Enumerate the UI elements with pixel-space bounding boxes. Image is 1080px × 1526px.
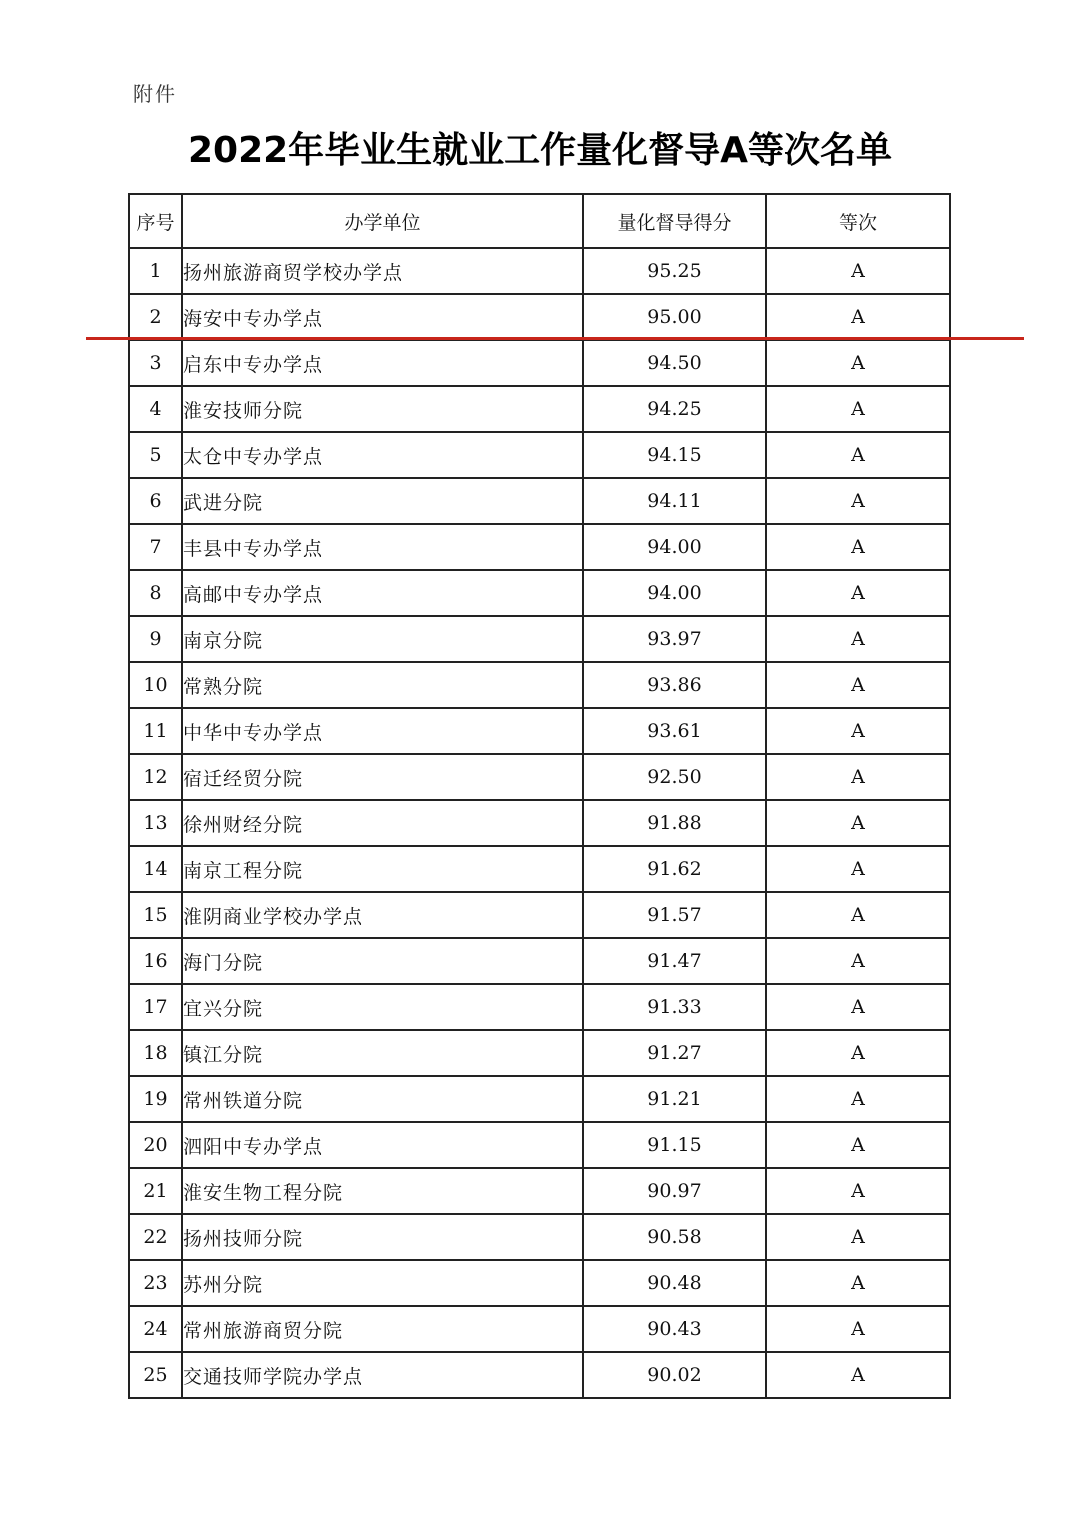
row-number: 10 (129, 662, 182, 708)
row-score: 91.33 (583, 984, 766, 1030)
row-unit: 武进分院 (182, 478, 583, 524)
row-score: 94.11 (583, 478, 766, 524)
row-score: 91.88 (583, 800, 766, 846)
row-score: 93.61 (583, 708, 766, 754)
row-grade: A (766, 800, 950, 846)
row-number: 8 (129, 570, 182, 616)
row-score: 94.15 (583, 432, 766, 478)
row-grade: A (766, 1076, 950, 1122)
row-unit: 中华中专办学点 (182, 708, 583, 754)
header-no: 序号 (129, 194, 182, 248)
row-unit: 宜兴分院 (182, 984, 583, 1030)
row-grade: A (766, 294, 950, 340)
table-row (129, 1122, 950, 1168)
row-grade: A (766, 1260, 950, 1306)
row-score: 93.86 (583, 662, 766, 708)
row-score: 90.48 (583, 1260, 766, 1306)
table-row (129, 708, 950, 754)
table-row (129, 800, 950, 846)
row-unit: 常州铁道分院 (182, 1076, 583, 1122)
ranking-table (128, 193, 951, 1399)
document-title: 2022年毕业生就业工作量化督导A等次名单 (187, 130, 893, 171)
table-row (129, 1030, 950, 1076)
row-number: 19 (129, 1076, 182, 1122)
row-number: 3 (129, 340, 182, 386)
row-grade: A (766, 570, 950, 616)
row-grade: A (766, 524, 950, 570)
row-number: 7 (129, 524, 182, 570)
row-score: 91.21 (583, 1076, 766, 1122)
table-row (129, 478, 950, 524)
row-unit: 苏州分院 (182, 1260, 583, 1306)
row-score: 91.47 (583, 938, 766, 984)
row-unit: 启东中专办学点 (182, 340, 583, 386)
table-row (129, 846, 950, 892)
table-row (129, 524, 950, 570)
row-score: 91.62 (583, 846, 766, 892)
header-score: 量化督导得分 (583, 194, 766, 248)
row-unit: 南京分院 (182, 616, 583, 662)
row-grade: A (766, 1030, 950, 1076)
row-unit: 宿迁经贸分院 (182, 754, 583, 800)
row-grade: A (766, 616, 950, 662)
table-row (129, 892, 950, 938)
row-number: 1 (129, 248, 182, 294)
row-grade: A (766, 846, 950, 892)
row-grade: A (766, 248, 950, 294)
table-row (129, 754, 950, 800)
row-unit: 徐州财经分院 (182, 800, 583, 846)
row-unit: 海安中专办学点 (182, 294, 583, 340)
row-number: 20 (129, 1122, 182, 1168)
row-unit: 扬州旅游商贸学校办学点 (182, 248, 583, 294)
row-unit: 泗阳中专办学点 (182, 1122, 583, 1168)
row-unit: 镇江分院 (182, 1030, 583, 1076)
row-score: 92.50 (583, 754, 766, 800)
table-row (129, 432, 950, 478)
row-grade: A (766, 892, 950, 938)
row-grade: A (766, 938, 950, 984)
header-grade: 等次 (766, 194, 950, 248)
row-grade: A (766, 662, 950, 708)
row-grade: A (766, 1306, 950, 1352)
row-number: 11 (129, 708, 182, 754)
row-number: 9 (129, 616, 182, 662)
row-score: 94.00 (583, 524, 766, 570)
row-score: 95.00 (583, 294, 766, 340)
row-number: 4 (129, 386, 182, 432)
row-number: 17 (129, 984, 182, 1030)
row-score: 93.97 (583, 616, 766, 662)
attachment-label: 附件 (133, 82, 177, 106)
row-score: 90.02 (583, 1352, 766, 1398)
row-unit: 常州旅游商贸分院 (182, 1306, 583, 1352)
row-grade: A (766, 754, 950, 800)
row-grade: A (766, 708, 950, 754)
row-score: 91.27 (583, 1030, 766, 1076)
row-unit: 淮阴商业学校办学点 (182, 892, 583, 938)
row-number: 24 (129, 1306, 182, 1352)
table-row (129, 386, 950, 432)
row-number: 23 (129, 1260, 182, 1306)
table-row (129, 1168, 950, 1214)
row-unit: 淮安技师分院 (182, 386, 583, 432)
table-row (129, 248, 950, 294)
header-unit: 办学单位 (182, 194, 583, 248)
table-row (129, 938, 950, 984)
row-score: 94.50 (583, 340, 766, 386)
table-row (129, 1214, 950, 1260)
row-unit: 太仓中专办学点 (182, 432, 583, 478)
row-score: 95.25 (583, 248, 766, 294)
row-score: 94.00 (583, 570, 766, 616)
row-score: 90.97 (583, 1168, 766, 1214)
row-score: 91.15 (583, 1122, 766, 1168)
row-number: 2 (129, 294, 182, 340)
table-row (129, 1260, 950, 1306)
row-number: 15 (129, 892, 182, 938)
row-grade: A (766, 1168, 950, 1214)
row-score: 90.58 (583, 1214, 766, 1260)
row-number: 13 (129, 800, 182, 846)
table-row (129, 570, 950, 616)
table-row (129, 1352, 950, 1398)
row-grade: A (766, 1122, 950, 1168)
row-unit: 高邮中专办学点 (182, 570, 583, 616)
row-unit: 丰县中专办学点 (182, 524, 583, 570)
row-number: 12 (129, 754, 182, 800)
row-number: 14 (129, 846, 182, 892)
row-grade: A (766, 432, 950, 478)
table-row (129, 984, 950, 1030)
row-score: 90.43 (583, 1306, 766, 1352)
table-row (129, 1306, 950, 1352)
row-unit: 交通技师学院办学点 (182, 1352, 583, 1398)
row-grade: A (766, 984, 950, 1030)
row-number: 16 (129, 938, 182, 984)
row-number: 6 (129, 478, 182, 524)
row-grade: A (766, 340, 950, 386)
table-row (129, 616, 950, 662)
row-unit: 海门分院 (182, 938, 583, 984)
row-unit: 南京工程分院 (182, 846, 583, 892)
row-number: 25 (129, 1352, 182, 1398)
row-unit: 常熟分院 (182, 662, 583, 708)
row-unit: 淮安生物工程分院 (182, 1168, 583, 1214)
table-header-row (129, 194, 950, 248)
row-number: 22 (129, 1214, 182, 1260)
row-unit: 扬州技师分院 (182, 1214, 583, 1260)
row-number: 5 (129, 432, 182, 478)
row-number: 18 (129, 1030, 182, 1076)
row-grade: A (766, 478, 950, 524)
table-row (129, 294, 950, 340)
row-grade: A (766, 386, 950, 432)
row-number: 21 (129, 1168, 182, 1214)
table-row (129, 340, 950, 386)
row-grade: A (766, 1214, 950, 1260)
red-annotation-line (86, 337, 1024, 340)
row-grade: A (766, 1352, 950, 1398)
row-score: 94.25 (583, 386, 766, 432)
table-row (129, 1076, 950, 1122)
row-score: 91.57 (583, 892, 766, 938)
table-row (129, 662, 950, 708)
